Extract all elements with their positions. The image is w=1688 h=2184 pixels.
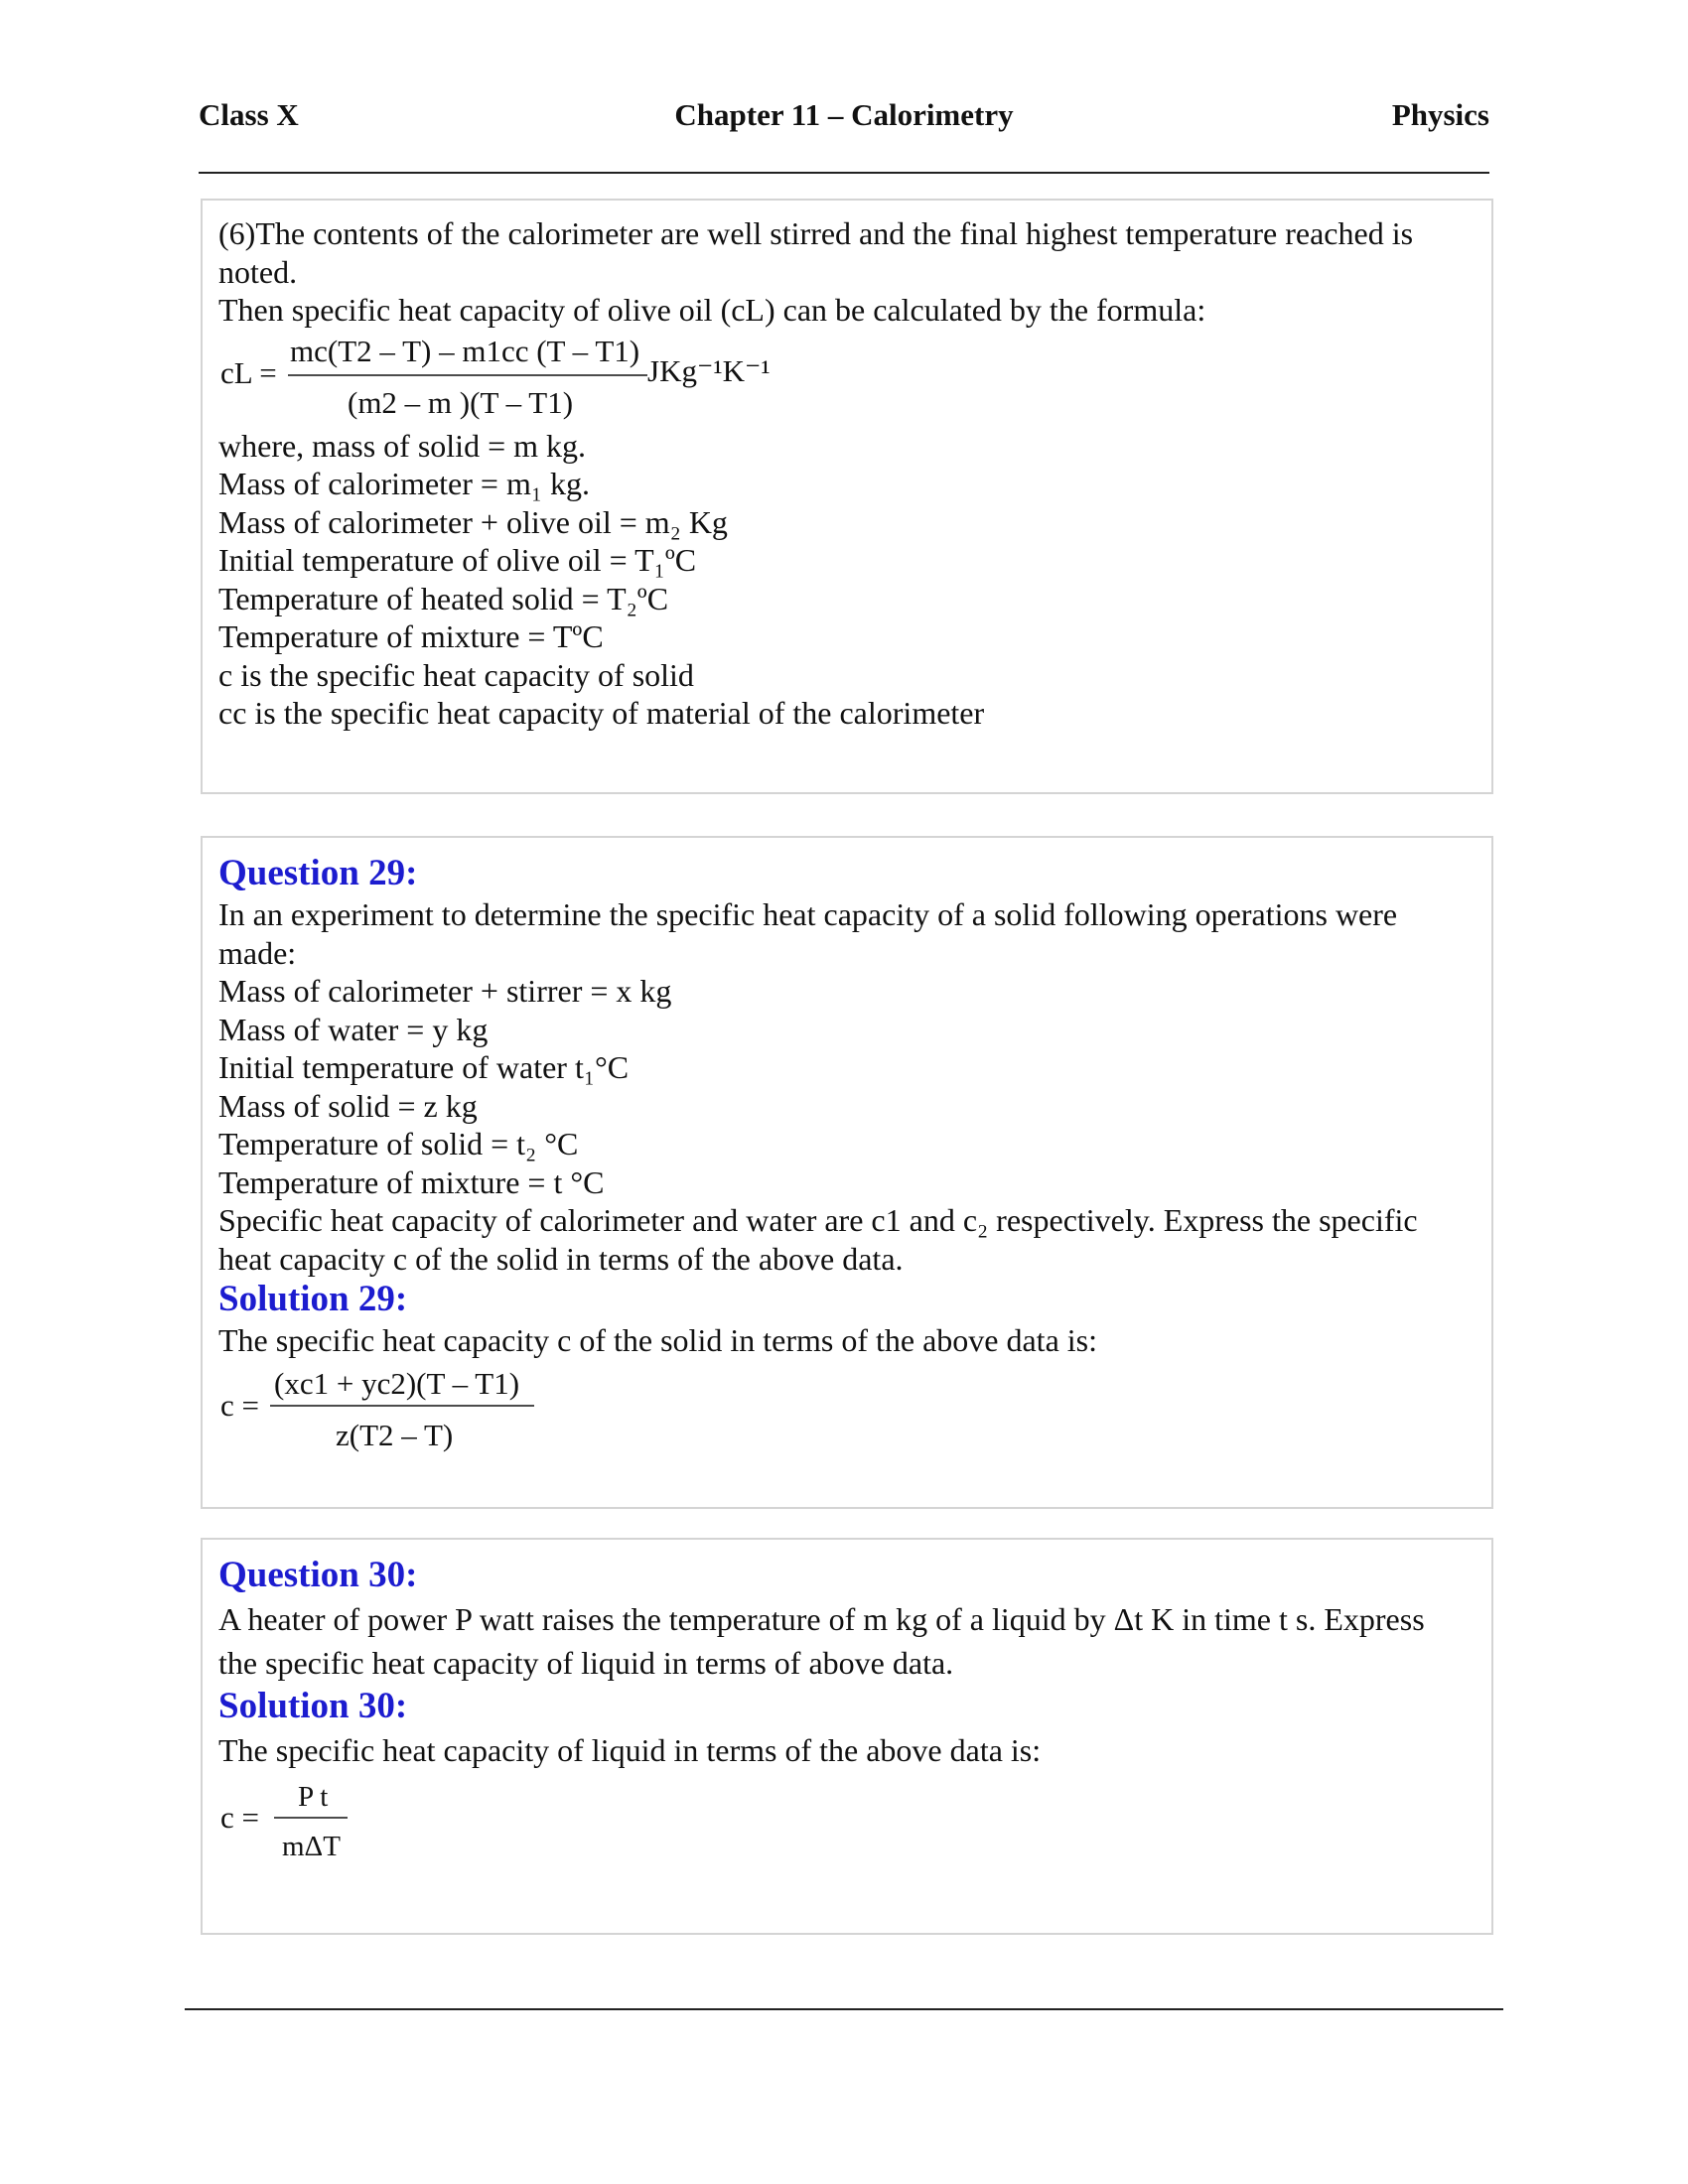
q30-line-1: A heater of power P watt raises the temperature of m kg of a liquid by Δt K in time t s. Express — [218, 1601, 1425, 1637]
question-30-title: Question 30: — [218, 1555, 418, 1595]
q29-line-1: In an experiment to determine the specific heat capacity of a solid following operations were — [218, 896, 1398, 932]
formula-unit: JKg⁻¹K⁻¹ — [647, 352, 771, 388]
q29-line-4: Mass of water = y kg — [218, 1011, 489, 1047]
formula-intro: Then specific heat capacity of olive oil (cL) can be calculated by the formula: — [218, 292, 1206, 328]
header-divider — [199, 172, 1489, 174]
def-temp-heated-solid: Temperature of heated solid = T₂ºC — [218, 580, 669, 616]
step-6-text: (6)The contents of the calorimeter are well stirred and the final highest temperature reached is — [218, 215, 1414, 251]
q29-line-6: Mass of solid = z kg — [218, 1087, 478, 1124]
formula-q29 — [218, 1364, 1476, 1463]
formula-q30-denominator: mΔT — [282, 1831, 341, 1862]
page-header — [199, 97, 1489, 143]
q29-line-7: Temperature of solid = t₂ °C — [218, 1126, 579, 1161]
formula-denominator: (m2 – m )(T – T1) — [348, 384, 574, 420]
content-box-question-30 — [201, 1538, 1493, 1935]
header-subject: Physics — [1391, 97, 1489, 132]
formula-q29-numerator: (xc1 + yc2)(T – T1) — [274, 1365, 520, 1401]
def-cc-calorimeter: cc is the specific heat capacity of material of the calorimeter — [218, 695, 985, 731]
formula-q30 — [218, 1782, 1476, 1869]
formula-q29-lhs: c = — [220, 1387, 259, 1423]
header-class: Class X — [199, 97, 299, 132]
solution-29-title: Solution 29: — [218, 1279, 408, 1319]
q29-line-2: made: — [218, 934, 297, 971]
q29-line-8: Temperature of mixture = t °C — [218, 1163, 605, 1200]
formula-lhs: cL = — [220, 354, 277, 390]
step-6-text-cont: noted. — [218, 253, 298, 290]
q30-line-2: the specific heat capacity of liquid in terms of above data. — [218, 1645, 954, 1681]
formula-q29-svg — [218, 1364, 715, 1463]
formula-olive-oil — [218, 332, 1476, 423]
def-temp-mixture: Temperature of mixture = TºC — [218, 618, 604, 654]
formula-olive-oil-svg — [218, 332, 1013, 423]
content-box-olive-oil — [201, 199, 1493, 794]
q29-line-10: heat capacity c of the solid in terms of the above data. — [218, 1240, 904, 1277]
footer-divider — [185, 2008, 1503, 2010]
content-box-question-29 — [201, 836, 1493, 1509]
q29-line-9: Specific heat capacity of calorimeter and water are c1 and c₂ respectively. Express the specific — [218, 1202, 1418, 1238]
formula-numerator: mc(T2 – T) – m1cc (T – T1) — [290, 333, 640, 368]
solution-30-text: The specific heat capacity of liquid in terms of the above data is: — [218, 1732, 1042, 1768]
solution-29-text: The specific heat capacity c of the solid in terms of the above data is: — [218, 1322, 1097, 1358]
solution-30-title: Solution 30: — [218, 1686, 408, 1726]
formula-q30-numerator: P t — [298, 1781, 329, 1813]
def-mass-calorimeter: Mass of calorimeter = m₁ kg. — [218, 466, 590, 501]
def-initial-temp-oil: Initial temperature of olive oil = T₁ºC — [218, 542, 697, 578]
q29-line-5: Initial temperature of water t₁°C — [218, 1049, 630, 1085]
formula-q29-denominator: z(T2 – T) — [336, 1417, 454, 1452]
def-mass-solid: where, mass of solid = m kg. — [218, 427, 586, 464]
formula-q30-lhs: c = — [220, 1800, 259, 1835]
q29-line-3: Mass of calorimeter + stirrer = x kg — [218, 973, 672, 1009]
question-29-title: Question 29: — [218, 853, 418, 893]
def-c-solid: c is the specific heat capacity of solid — [218, 656, 694, 693]
formula-q30-svg — [218, 1782, 516, 1869]
def-mass-calorimeter-oil: Mass of calorimeter + olive oil = m₂ Kg — [218, 503, 728, 540]
header-chapter: Chapter 11 – Calorimetry — [674, 97, 1014, 132]
